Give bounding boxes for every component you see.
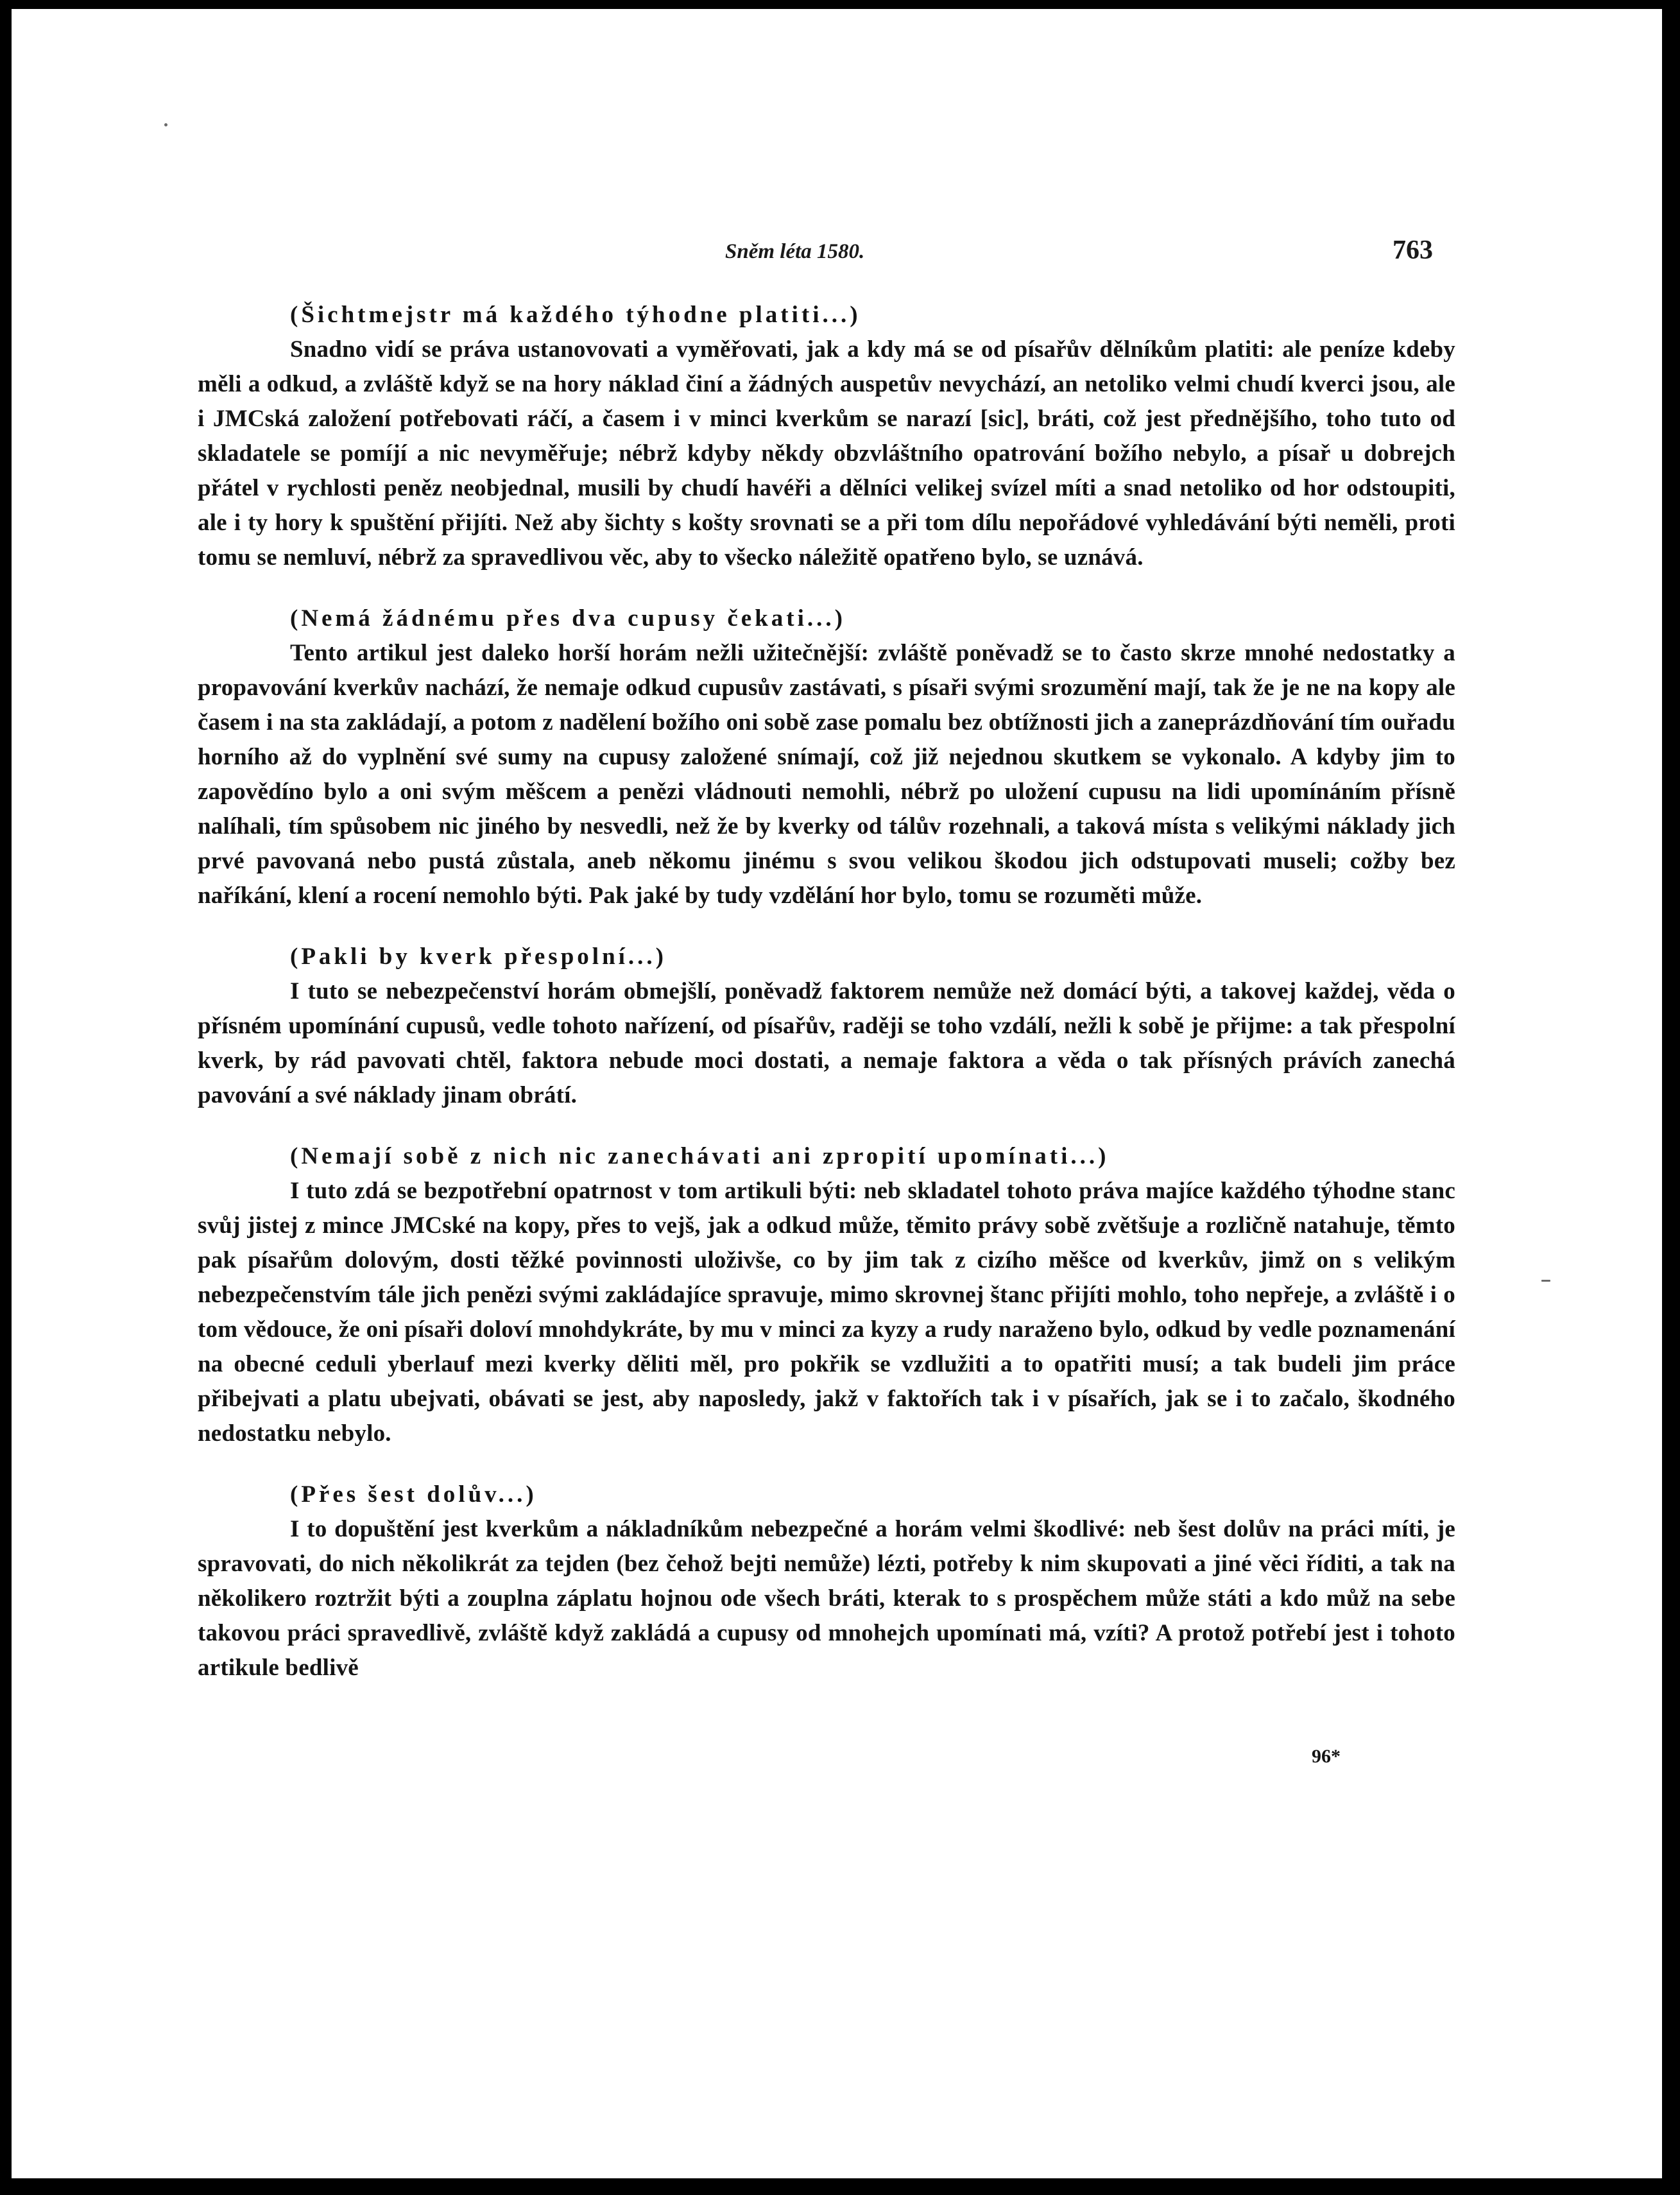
scanned-page bbox=[12, 9, 1662, 2178]
scan-speck bbox=[164, 123, 167, 126]
article-section bbox=[198, 940, 1455, 1113]
article-section bbox=[198, 1139, 1455, 1451]
section-paragraph: Tento artikul jest daleko horší horám nežli užitečnější: zvláště poněvadž se to často skrze mnohé nedostatky a propavování kverkův nachází, že nemaje odkud cupusův zastávati, s písaři svými srozumění mají, tak že je ne na kopy ale časem i na sta zakládají, a potom z nadělení božího oni sobě zase pomalu bez obtížnosti jich a zaneprázdňování tím ouřadu horního až do vyplnění své sumy na cupusy založené snímají, což již nejednou skutkem se vykonalo. A kdyby jim to zapovědíno bylo a oni svým měšcem a penězi vládnouti nemohli, nébrž po uložení cupusu na lidi upomínáním přísně nalíhali, tím spůsobem nic jiného by nesvedli, než že by kverky od tálův rozehnali, a taková místa s velikými náklady jich prvé pavovaná nebo pustá zůstala, aneb někomu jinému s svou velikou škodou jich odstupovati museli; cožby bez naříkání, klení a rocení nemohlo býti. Pak jaké by tudy vzdělání hor bylo, tomu se rozuměti může. bbox=[198, 640, 1455, 909]
page-body bbox=[198, 298, 1455, 1685]
section-paragraph: I tuto se nebezpečenství horám obmejšlí, poněvadž faktorem nemůže než domácí býti, a takovej každej, věda o přísném upomínání cupusů, vedle tohoto nařízení, od písařův, raději se toho vzdálí, nežli k sobě je přijme: a tak přespolní kverk, by rád pavovati chtěl, faktora nebude moci dostati, a nemaje faktora a věda o tak přísných právích zanechá pavování a své náklady jinam obrátí. bbox=[198, 978, 1455, 1108]
section-heading: (Nemají sobě z nich nic zanechávati ani zpropití upomínati...) bbox=[290, 1143, 1110, 1169]
scan-speck bbox=[1541, 1280, 1550, 1282]
article-section bbox=[198, 601, 1455, 913]
section-heading: (Šichtmejstr má každého týhodne platiti...) bbox=[290, 302, 861, 328]
running-title: Sněm léta 1580. bbox=[725, 240, 865, 263]
article-section bbox=[198, 1477, 1455, 1685]
section-paragraph: I to dopuštění jest kverkům a nákladníkům nebezpečné a horám velmi škodlivé: neb šest dolův na práci míti, je spravovati, do nich několikrát za tejden (bez čehož bejti nemůže) lézti, potřeby k nim skupovati a jiné věci říditi, a tak na několikero roztržit býti a zouplna záplatu hojnou ode všech bráti, kterak to s prospěchem může státi a kdo můž na sebe takovou práci spravedlivě, zvláště když zakládá a cupusy od mnohejch upomínati má, vzíti? A protož potřebí jest i tohoto artikule bedlivě bbox=[198, 1516, 1455, 1681]
signature-mark: 96* bbox=[1312, 1746, 1341, 1767]
section-heading: (Pakli by kverk přespolní...) bbox=[290, 943, 667, 970]
section-paragraph: I tuto zdá se bezpotřební opatrnost v tom artikuli býti: neb skladatel tohoto práva majíce každého týhodne stanc svůj jistej z mince JMCské na kopy, přes to vejš, jak a odkud může, těmito právy sobě zvětšuje a rozličně natahuje, těmto pak písařům dolovým, dosti těžké povinnosti uloživše, co by jim tak z cizího měšce od kverkův, jimž on s velikým nebezpečenstvím tále jich penězi svými zakládajíce spravuje, mimo skrovnej štanc přijíti mohlo, toho nepřeje, a zvláště i o tom vědouce, že oni písaři doloví mnohdykráte, by mu v minci za kyzy a rudy naraženo bylo, odkud by vedle poznamenání na obecné ceduli yberlauf mezi kverky děliti měl, pro pokřik se vzdlužiti a to opatřiti musí; a tak budeli jim práce přibejvati a platu ubejvati, obávati se jest, aby naposledy, jakž v faktořích tak i v písařích, jak se i to začalo, škodného nedostatku nebylo. bbox=[198, 1178, 1455, 1447]
section-heading: (Nemá žádnému přes dva cupusy čekati...) bbox=[290, 605, 846, 632]
page-number: 763 bbox=[1393, 236, 1433, 265]
section-paragraph: Snadno vidí se práva ustanovovati a vyměřovati, jak a kdy má se od písařův dělníkům platiti: ale peníze kdeby měli a odkud, a zvláště když se na hory náklad činí a žádných auspetův nevychází, an netoliko velmi chudí kverci jsou, ale i JMCská založení potřebovati ráčí, a časem i v minci kverkům se narazí [sic], bráti, což jest přednějšího, toho tuto od skladatele se pomíjí a nic nevyměřuje; nébrž kdyby někdy obzvláštního opatrování božího nebylo, a písař u dobrejch přátel v rychlosti peněz neobjednal, musili by chudí havéři a dělníci velikej svízel míti a snad netoliko od hor odstoupiti, ale i ty hory k spuštění přijíti. Než aby šichty s košty srovnati se a při tom dílu nepořádové vyhledávání býti neměli, proti tomu se nemluví, nébrž za spravedlivou věc, aby to všecko náležitě opatřeno bylo, se uznává. bbox=[198, 336, 1455, 571]
page-header bbox=[12, 235, 1662, 286]
article-section bbox=[198, 298, 1455, 575]
section-heading: (Přes šest dolův...) bbox=[290, 1481, 537, 1508]
